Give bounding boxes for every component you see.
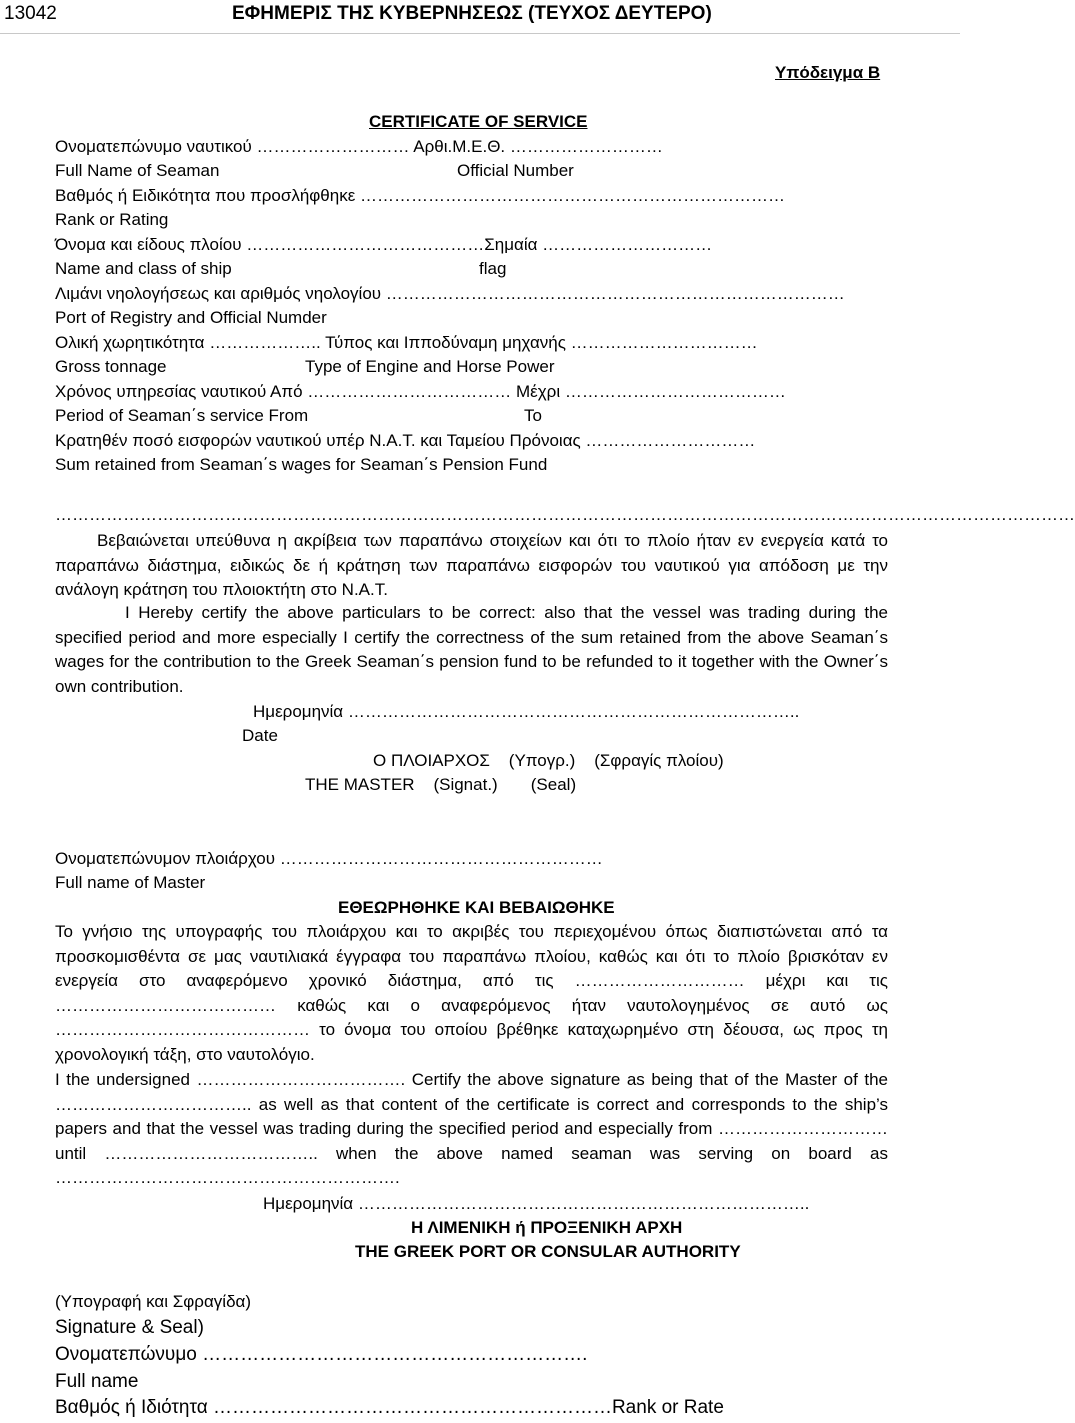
header-divider — [0, 33, 960, 34]
flag-en: flag — [479, 259, 507, 278]
endorsement-heading: ΕΘΕΩΡΗΘΗΚΕ ΚΑΙ ΒΕΒΑΙΩΘΗΚΕ — [338, 898, 615, 917]
master-signature-gr: Ο ΠΛΟΙΑΡΧΟΣ (Υπογρ.) (Σφραγίς πλοίου) — [373, 751, 724, 770]
footer-signature-en: Signature & Seal) — [55, 1317, 204, 1338]
port-gr: Λιμάνι νηολογήσεως και αριθμός νηολογίου ……………………………………………………………………… — [55, 284, 845, 303]
port-en: Port of Registry and Official Numder — [55, 308, 327, 327]
official-number-en: Official Number — [457, 161, 574, 180]
master-name-gr: Ονοματεπώνυμον πλοιάρχου ………………………………………………… — [55, 849, 603, 868]
gazette-title: ΕΦΗΜΕΡΙΣ ΤΗΣ ΚΥΒΕΡΝΗΣΕΩΣ (ΤΕΥΧΟΣ ΔΕΥΤΕΡΟ) — [232, 3, 712, 24]
endorsement-en: I the undersigned ………………………………. Certify the above signature as being that of the Master of the …………………………….. as well as that content of the certificate is correct and corresponds to the ship’s papers and that the vessel was trading during the specified period and especially from ………………………… until ……………………………….. when the above named seaman was serving on board as ……………………………………………………. — [55, 1070, 888, 1188]
rank-en: Rank or Rating — [55, 210, 169, 229]
certification-date-gr: Ημερομηνία …………………………………………………………………….. — [253, 702, 800, 721]
authority-en: THE GREEK PORT OR CONSULAR AUTHORITY — [355, 1242, 741, 1261]
master-name-en: Full name of Master — [55, 873, 206, 892]
tonnage-en: Gross tonnage — [55, 357, 167, 376]
period-gr: Χρόνος υπηρεσίας ναυτικού Από ……………………………… Μέχρι ………………………………… — [55, 382, 786, 401]
seaman-name-en: Full Name of Seaman — [55, 161, 220, 180]
authority-gr: Η ΛΙΜΕΝΙΚΗ ή ΠΡΟΞΕΝΙΚΗ ΑΡΧΗ — [411, 1218, 683, 1237]
certification-date-en: Date — [242, 726, 278, 745]
footer-rank-gr: Βαθμός ή Ιδιότητα ………………………………………………………Rank or Rate — [55, 1397, 724, 1418]
footer-signature-gr: (Υπογραφή και Σφραγίδα) — [55, 1292, 252, 1311]
ship-name-en: Name and class of ship — [55, 259, 232, 278]
period-en: Period of Seaman΄s service From — [55, 406, 309, 425]
seaman-name-gr: Ονοματεπώνυμο ναυτικού ……………………… Αρθι.Μ.Ε.Θ. ……………………… — [55, 137, 663, 156]
dots-line: ……………………………………………………………………………………………………………………………………………………………… — [55, 505, 1075, 524]
engine-en: Type of Engine and Horse Power — [305, 357, 555, 376]
footer-name-gr: Ονοματεπώνυμο ……………………………………………………. — [55, 1344, 588, 1365]
ship-name-gr: Όνομα και είδους πλοίου ……………………………………Σημαία ………………………… — [55, 235, 713, 254]
endorsement-gr: Το γνήσιο της υπογραφής του πλοιάρχου και το ακριβές του περιεχομένου όπως διαπιστώνεται από τα προσκομισθέντα σε μας ναυτιλιακά έγγραφα του παραπάνω πλοίου, καθώς και ότι το πλοίο βρισκόταν εν ενεργεία στο αναφερόμενο χρονικό διάστημα, από τις ………………………… μέχρι και τις ………………………………… καθώς και ο αναφερόμενος ήταν ναυτολογημένος σε αυτό ως ……………………………………… το όνομα του οποίου βρέθηκε καταχωρημένο στη δέουσα, ως προς τη χρονολογική τάξη, στο ναυτολόγιο. — [55, 922, 888, 1064]
page-number: 13042 — [4, 3, 57, 24]
tonnage-gr: Ολική χωρητικότητα ……………….. Τύπος και Ιπποδύναμη μηχανής …………………………… — [55, 333, 758, 352]
rank-gr: Βαθμός ή Ειδικότητα που προσλήφθηκε ………………………………………………………………… — [55, 186, 786, 205]
certificate-title: CERTIFICATE OF SERVICE — [369, 112, 588, 131]
endorsement-date-gr: Ημερομηνία …………………………………………………………………….. — [263, 1194, 810, 1213]
sum-gr: Κρατηθέν ποσό εισφορών ναυτικού υπέρ Ν.Α.Τ. και Ταμείου Πρόνοιας ………………………… — [55, 431, 756, 450]
sum-en: Sum retained from Seaman΄s wages for Seaman΄s Pension Fund — [55, 455, 548, 474]
model-label: Υπόδειγμα Β — [775, 63, 881, 82]
certification-en: I Hereby certify the above particulars to be correct: also that the vessel was trading during the specified period and more especially I certify the correctness of the sum retained from the above Seaman΄s wages for the contribution to the Greek Seaman΄s pension fund to be refunded to it together with the Owner΄s own contribution. — [55, 603, 888, 696]
to-en: To — [524, 406, 542, 425]
footer-name-en: Full name — [55, 1371, 139, 1392]
master-signature-en: THE MASTER (Signat.) (Seal) — [305, 775, 577, 794]
certification-gr: Βεβαιώνεται υπεύθυνα η ακρίβεια των παραπάνω στοιχείων και ότι το πλοίο ήταν εν ενεργεία κατά το παραπάνω διάστημα, ειδικώς δε ή κράτηση των παραπάνω εισφορών του ναυτικού για απόδοση με την ανάλογη κράτηση του πλοιοκτήτη στο Ν.Α.Τ. — [55, 531, 888, 600]
